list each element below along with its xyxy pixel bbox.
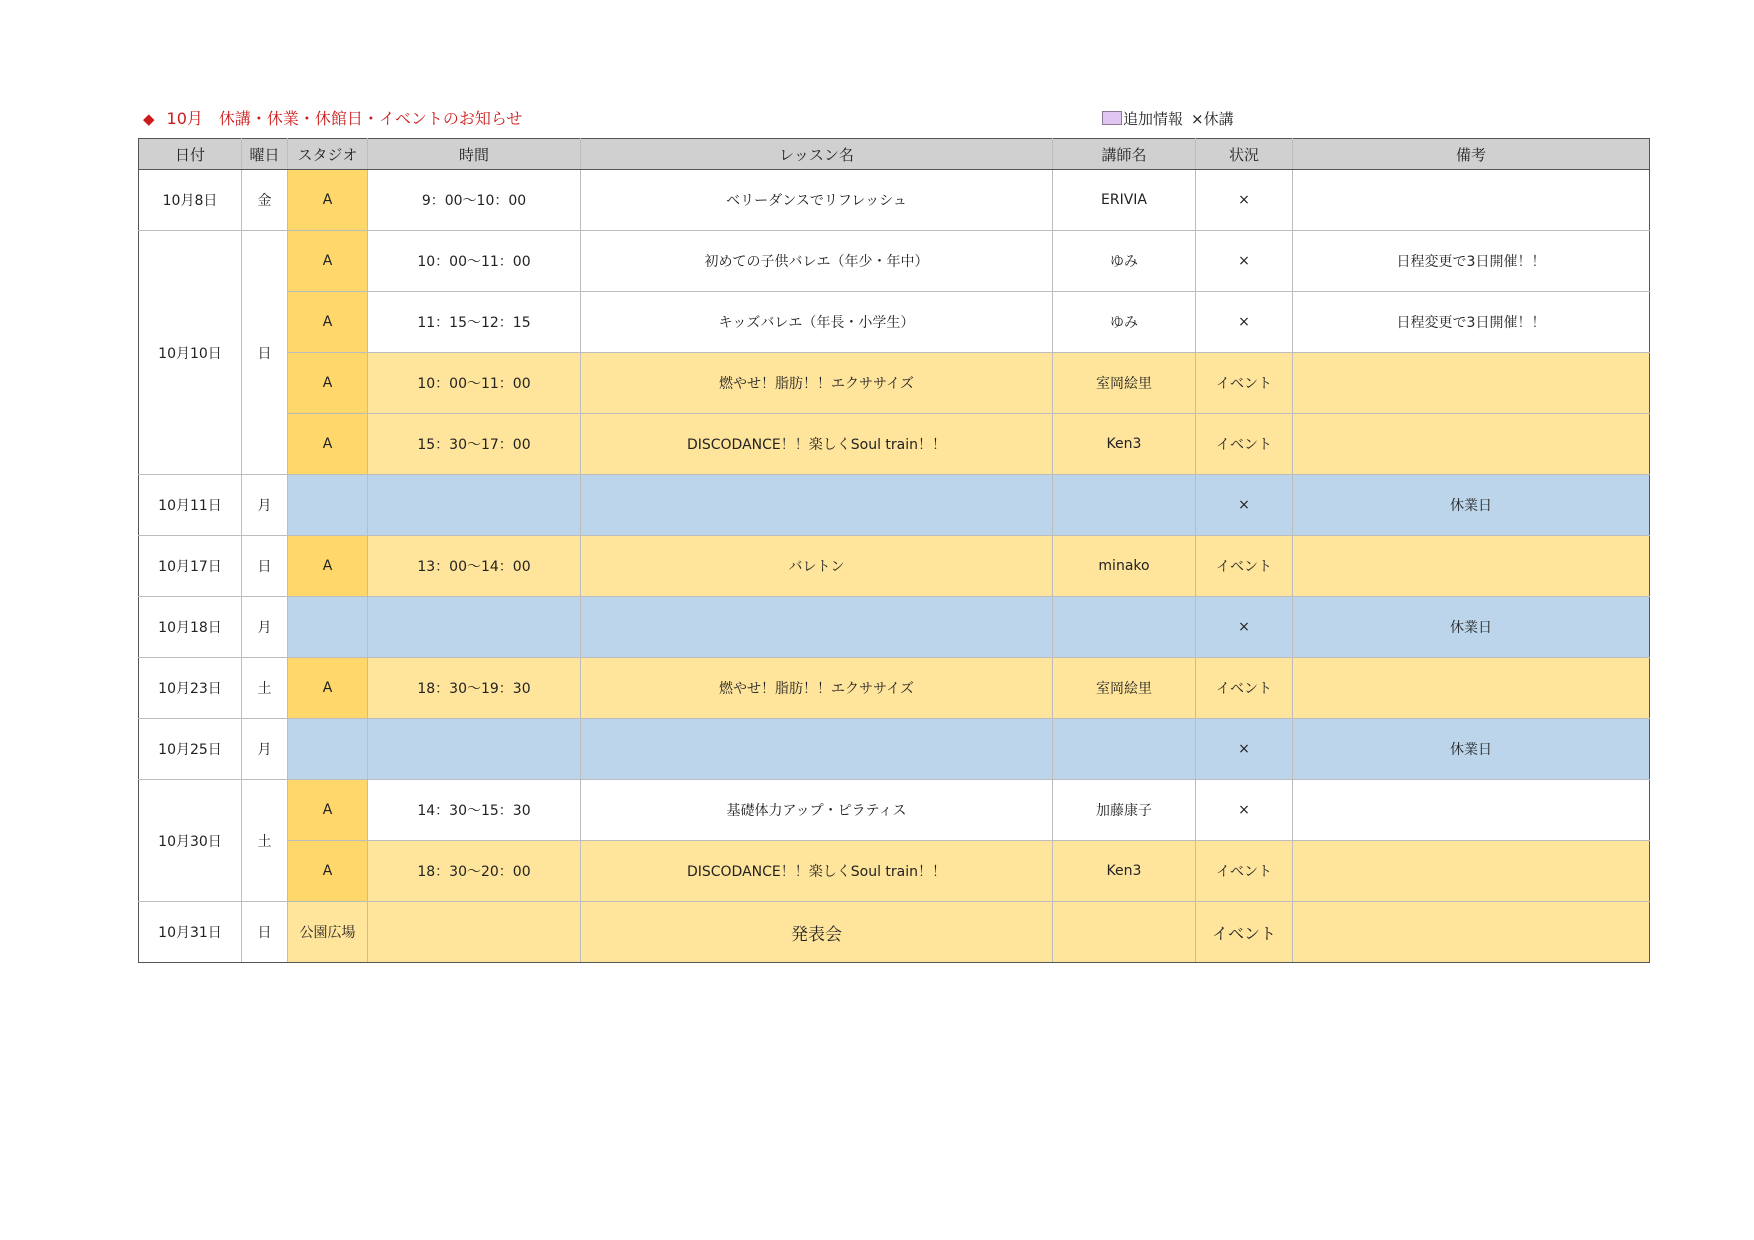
note-cell: 休業日 xyxy=(1293,719,1650,780)
title-row xyxy=(143,107,1643,131)
lesson-cell xyxy=(581,719,1053,780)
studio-cell: A xyxy=(288,353,368,414)
date-cell: 10月11日 xyxy=(139,475,242,536)
legend-label: 追加情報 xyxy=(1123,110,1184,128)
header-row xyxy=(139,139,1650,170)
note-cell xyxy=(1293,353,1650,414)
teacher-cell: 加藤康子 xyxy=(1053,780,1196,841)
teacher-cell: minako xyxy=(1053,536,1196,597)
lesson-cell: DISCODANCE！！楽しくSoul train！！ xyxy=(581,841,1053,902)
table-row xyxy=(139,536,1650,597)
note-cell: 日程変更で3日開催！！ xyxy=(1293,231,1650,292)
teacher-cell xyxy=(1053,475,1196,536)
status-cell: × xyxy=(1196,475,1293,536)
studio-cell xyxy=(288,597,368,658)
note-cell xyxy=(1293,841,1650,902)
time-cell: 18：30～19：30 xyxy=(368,658,581,719)
col-header-lesson: レッスン名 xyxy=(581,139,1053,170)
table-row xyxy=(139,719,1650,780)
note-cell xyxy=(1293,658,1650,719)
studio-cell: 公園広場 xyxy=(288,902,368,963)
studio-cell: A xyxy=(288,536,368,597)
legend xyxy=(1102,107,1234,131)
date-cell: 10月17日 xyxy=(139,536,242,597)
studio-cell xyxy=(288,719,368,780)
date-cell: 10月25日 xyxy=(139,719,242,780)
lesson-cell xyxy=(581,597,1053,658)
studio-cell: A xyxy=(288,414,368,475)
studio-cell xyxy=(288,475,368,536)
schedule-body xyxy=(139,170,1650,963)
teacher-cell: ERIVIA xyxy=(1053,170,1196,231)
status-cell: イベント xyxy=(1196,353,1293,414)
time-cell xyxy=(368,597,581,658)
table-row xyxy=(139,780,1650,841)
status-cell: × xyxy=(1196,170,1293,231)
lesson-cell: 発表会 xyxy=(581,902,1053,963)
teacher-cell: 室岡絵里 xyxy=(1053,658,1196,719)
lesson-cell: 燃やせ！脂肪！！エクササイズ xyxy=(581,658,1053,719)
lesson-cell: キッズバレエ（年長・小学生） xyxy=(581,292,1053,353)
col-header-status: 状況 xyxy=(1196,139,1293,170)
studio-cell: A xyxy=(288,170,368,231)
table-row xyxy=(139,658,1650,719)
date-cell: 10月23日 xyxy=(139,658,242,719)
date-cell: 10月30日 xyxy=(139,780,242,902)
teacher-cell: ゆみ xyxy=(1053,292,1196,353)
status-cell: × xyxy=(1196,597,1293,658)
table-row xyxy=(139,292,1650,353)
table-row xyxy=(139,414,1650,475)
note-cell: 休業日 xyxy=(1293,475,1650,536)
studio-cell: A xyxy=(288,780,368,841)
note-cell: 休業日 xyxy=(1293,597,1650,658)
col-header-time: 時間 xyxy=(368,139,581,170)
table-row xyxy=(139,353,1650,414)
teacher-cell xyxy=(1053,719,1196,780)
note-cell xyxy=(1293,902,1650,963)
studio-cell: A xyxy=(288,231,368,292)
teacher-cell xyxy=(1053,902,1196,963)
lesson-cell: DISCODANCE！！楽しくSoul train！！ xyxy=(581,414,1053,475)
studio-cell: A xyxy=(288,841,368,902)
status-cell: イベント xyxy=(1196,414,1293,475)
day-cell: 日 xyxy=(242,231,288,475)
date-cell: 10月31日 xyxy=(139,902,242,963)
teacher-cell: Ken3 xyxy=(1053,841,1196,902)
day-cell: 日 xyxy=(242,902,288,963)
note-cell xyxy=(1293,536,1650,597)
col-header-teacher: 講師名 xyxy=(1053,139,1196,170)
date-cell: 10月8日 xyxy=(139,170,242,231)
time-cell xyxy=(368,902,581,963)
teacher-cell xyxy=(1053,597,1196,658)
status-cell: イベント xyxy=(1196,536,1293,597)
date-cell: 10月18日 xyxy=(139,597,242,658)
day-cell: 日 xyxy=(242,536,288,597)
col-header-studio: スタジオ xyxy=(288,139,368,170)
day-cell: 月 xyxy=(242,475,288,536)
table-row xyxy=(139,597,1650,658)
page-title-text: 10月 休講・休業・休館日・イベントのお知らせ xyxy=(166,109,523,128)
time-cell: 11：15～12：15 xyxy=(368,292,581,353)
note-cell: 日程変更で3日開催！！ xyxy=(1293,292,1650,353)
status-cell: × xyxy=(1196,780,1293,841)
teacher-cell: ゆみ xyxy=(1053,231,1196,292)
time-cell: 18：30～20：00 xyxy=(368,841,581,902)
teacher-cell: Ken3 xyxy=(1053,414,1196,475)
time-cell: 15：30～17：00 xyxy=(368,414,581,475)
studio-cell: A xyxy=(288,292,368,353)
note-cell xyxy=(1293,414,1650,475)
time-cell: 13：00～14：00 xyxy=(368,536,581,597)
status-cell: × xyxy=(1196,231,1293,292)
lesson-cell: 初めての子供バレエ（年少・年中） xyxy=(581,231,1053,292)
status-cell: イベント xyxy=(1196,841,1293,902)
time-cell xyxy=(368,475,581,536)
note-cell xyxy=(1293,170,1650,231)
diamond-icon: ◆ xyxy=(143,110,155,128)
status-cell: × xyxy=(1196,292,1293,353)
table-row xyxy=(139,902,1650,963)
col-header-note: 備考 xyxy=(1293,139,1650,170)
page-title xyxy=(143,107,522,131)
lesson-cell xyxy=(581,475,1053,536)
teacher-cell: 室岡絵里 xyxy=(1053,353,1196,414)
time-cell xyxy=(368,719,581,780)
date-cell: 10月10日 xyxy=(139,231,242,475)
legend-swatch xyxy=(1102,111,1122,125)
day-cell: 土 xyxy=(242,658,288,719)
time-cell: 10：00～11：00 xyxy=(368,231,581,292)
col-header-day: 曜日 xyxy=(242,139,288,170)
table-row xyxy=(139,475,1650,536)
status-cell: × xyxy=(1196,719,1293,780)
studio-cell: A xyxy=(288,658,368,719)
legend-cancel-label: ×休講 xyxy=(1191,110,1234,128)
lesson-cell: 燃やせ！脂肪！！エクササイズ xyxy=(581,353,1053,414)
note-cell xyxy=(1293,780,1650,841)
table-row xyxy=(139,170,1650,231)
schedule-table xyxy=(138,138,1650,963)
day-cell: 月 xyxy=(242,719,288,780)
time-cell: 14：30～15：30 xyxy=(368,780,581,841)
time-cell: 9：00～10：00 xyxy=(368,170,581,231)
lesson-cell: バレトン xyxy=(581,536,1053,597)
lesson-cell: ベリーダンスでリフレッシュ xyxy=(581,170,1053,231)
day-cell: 月 xyxy=(242,597,288,658)
day-cell: 金 xyxy=(242,170,288,231)
table-row xyxy=(139,841,1650,902)
status-cell: イベント xyxy=(1196,658,1293,719)
col-header-date: 日付 xyxy=(139,139,242,170)
status-cell: イベント xyxy=(1196,902,1293,963)
time-cell: 10：00～11：00 xyxy=(368,353,581,414)
lesson-cell: 基礎体力アップ・ピラティス xyxy=(581,780,1053,841)
day-cell: 土 xyxy=(242,780,288,902)
table-row xyxy=(139,231,1650,292)
